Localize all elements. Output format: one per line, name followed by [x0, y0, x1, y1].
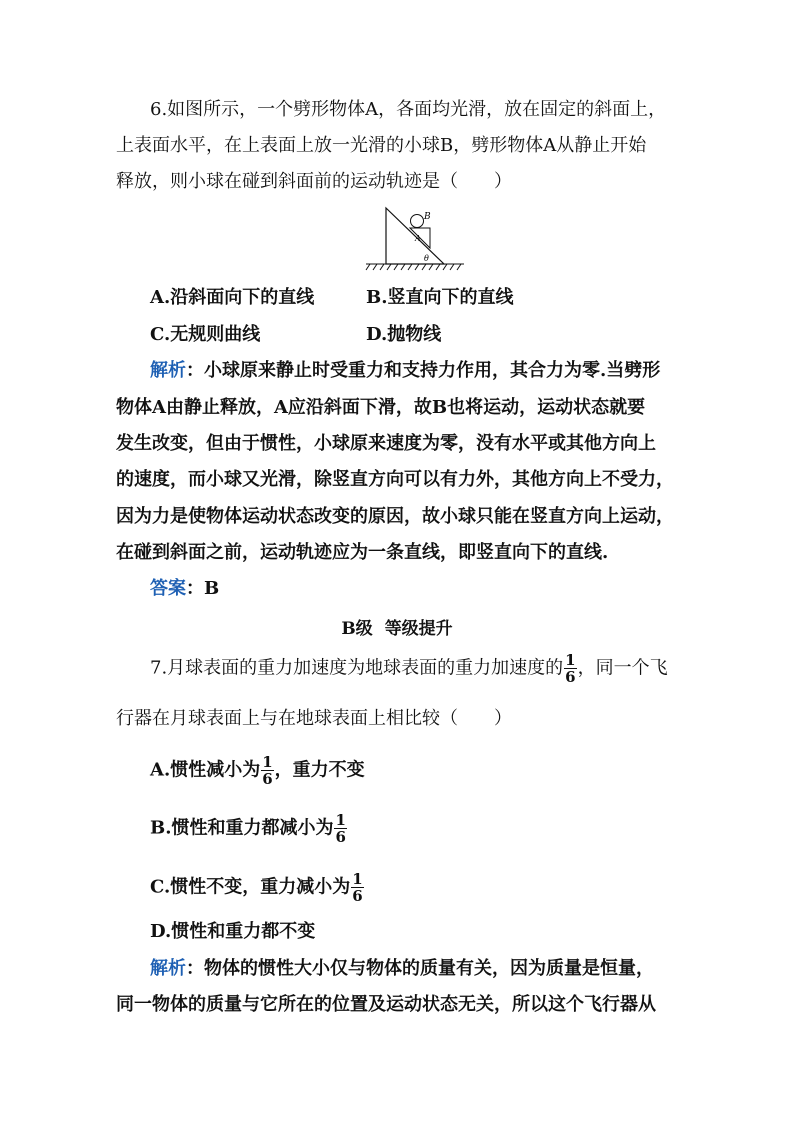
label-a: A [415, 234, 421, 243]
option-c-text: C.惯性不变，重力减小为 [150, 876, 351, 898]
q6-option-a: A.沿斜面向下的直线 [150, 287, 315, 308]
q6-figure [364, 204, 468, 272]
section-level: B级 [341, 619, 373, 639]
q7-stem-text: 7.月球表面的重力加速度为地球表面的重力加速度的 [150, 657, 564, 679]
section-heading [0, 614, 794, 639]
analysis-text: ：物体的惯性大小仅与物体的质量有关，因为质量是恒量， [186, 958, 654, 979]
section-title: 等级提升 [384, 619, 453, 639]
q6-analysis-line-1 [150, 359, 660, 383]
fraction-numerator: 1 [352, 870, 363, 888]
q6-option-c: C.无规则曲线 [150, 324, 261, 345]
q7-option-c [150, 871, 365, 904]
fraction-one-sixth [564, 652, 576, 685]
q7-stem-text-end: ，同一个飞 [577, 657, 668, 679]
q7-option-d: D.惯性和重力都不变 [150, 921, 316, 942]
fraction-numerator: 1 [335, 811, 346, 829]
ground-hatching [366, 264, 464, 270]
q6-stem-line-3: 释放，则小球在碰到斜面前的运动轨迹是（ ） [116, 171, 512, 192]
q7-option-a [150, 754, 365, 787]
q6-analysis-line-5: 因为力是使物体运动状态改变的原因，故小球只能在竖直方向上运动， [116, 506, 674, 527]
fraction-numerator: 1 [565, 651, 576, 669]
fraction-denominator: 6 [262, 770, 273, 788]
analysis-label: 解析 [150, 360, 186, 381]
fraction-one-sixth [351, 871, 363, 904]
ball-b [411, 215, 424, 228]
q6-analysis-line-3: 发生改变，但由于惯性，小球原来速度为零，没有水平或其他方向上 [116, 433, 656, 454]
answer-label: 答案 [150, 578, 186, 599]
fraction-denominator: 6 [352, 887, 363, 905]
q6-option-b: B.竖直向下的直线 [366, 287, 514, 308]
option-a-text-end: ，重力不变 [274, 759, 365, 781]
q6-stem-line-1: 6.如图所示，一个劈形物体A，各面均光滑，放在固定的斜面上， [150, 99, 667, 120]
q7-stem-line-1 [150, 652, 668, 685]
q7-stem-line-2: 行器在月球表面上与在地球表面上相比较（ ） [116, 708, 512, 729]
fraction-one-sixth [261, 754, 273, 787]
q7-option-b [150, 812, 348, 845]
analysis-text: ：小球原来静止时受重力和支持力作用，其合力为零.当劈形 [186, 360, 661, 381]
q6-stem-line-2: 上表面水平，在上表面上放一光滑的小球B，劈形物体A从静止开始 [116, 135, 647, 156]
q6-analysis-line-2: 物体A由静止释放，A应沿斜面下滑，故B也将运动，运动状态就要 [116, 397, 646, 418]
fraction-denominator: 6 [335, 828, 346, 846]
fraction-denominator: 6 [565, 668, 576, 686]
q7-analysis-line-2: 同一物体的质量与它所在的位置及运动状态无关，所以这个飞行器从 [116, 994, 656, 1015]
analysis-label: 解析 [150, 958, 186, 979]
q7-analysis-line-1 [150, 957, 654, 981]
label-theta: θ [424, 254, 429, 263]
option-b-text: B.惯性和重力都减小为 [150, 817, 334, 839]
answer-value: ：B [186, 578, 220, 599]
q6-analysis-line-4: 的速度，而小球又光滑，除竖直方向可以有力外，其他方向上不受力， [116, 469, 674, 490]
label-b: B [424, 212, 431, 222]
fraction-numerator: 1 [262, 753, 273, 771]
fraction-one-sixth [334, 812, 346, 845]
option-a-text: A.惯性减小为 [150, 759, 261, 781]
q6-answer [150, 577, 219, 601]
q6-option-d: D.抛物线 [366, 324, 442, 345]
q6-analysis-line-6: 在碰到斜面之前，运动轨迹应为一条直线，即竖直向下的直线. [116, 542, 609, 563]
